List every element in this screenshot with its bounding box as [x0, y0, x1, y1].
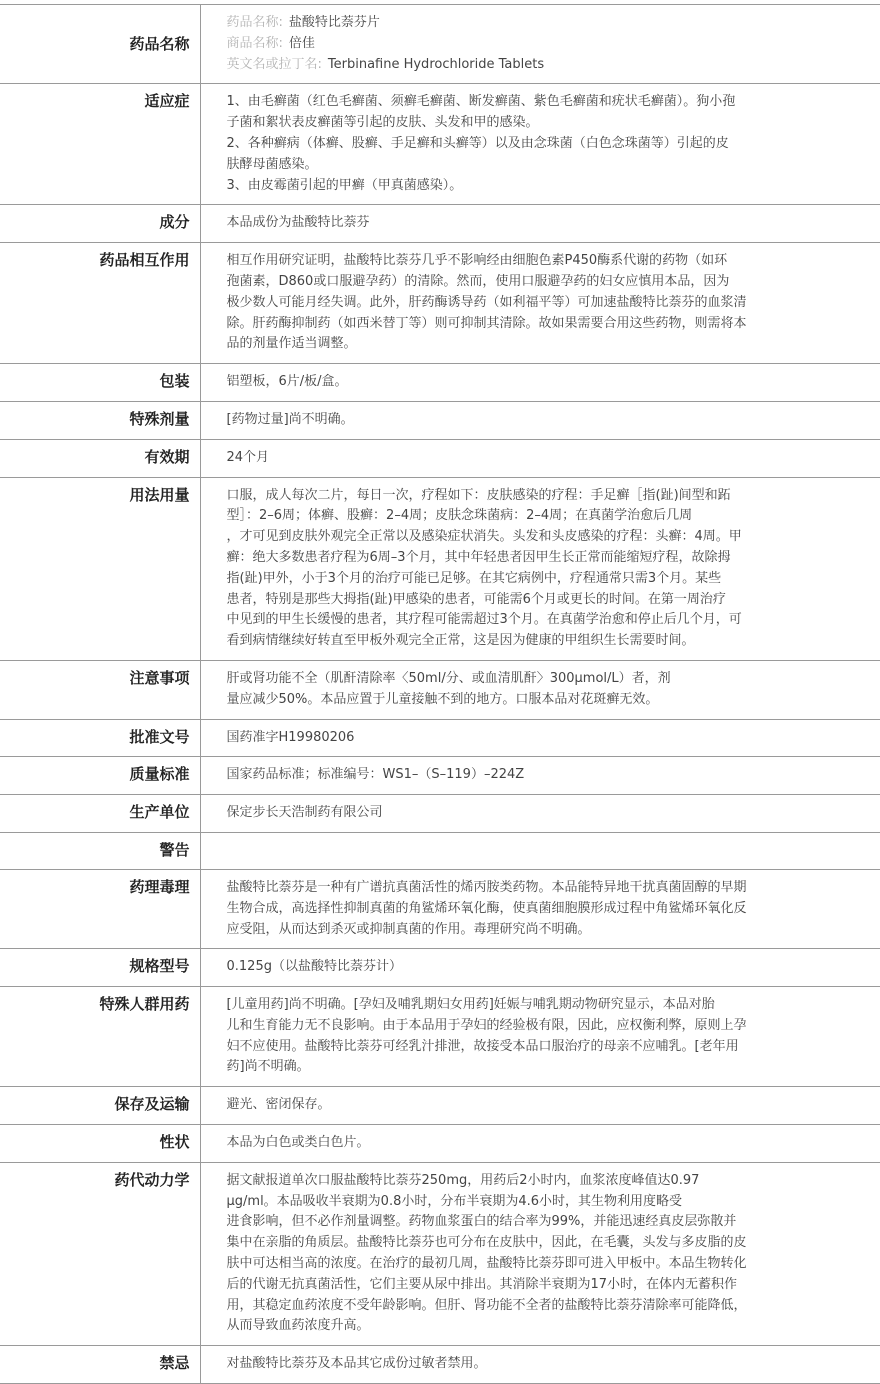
field-value: [200, 1087, 880, 1125]
value-line: 国药准字H19980206: [226, 729, 355, 745]
field-value: [200, 1346, 880, 1384]
value-line: 中见到的甲生长缓慢的患者，其疗程可能需超过3个月。在真菌学治愈和停止后几个月，可: [226, 612, 742, 628]
field-value: [200, 949, 880, 987]
field-value: [200, 869, 880, 948]
value-line: 药]尚不明确。: [226, 1059, 310, 1075]
value-line: 极少数人可能月经失调。此外，肝药酶诱导药（如利福平等）可加速盐酸特比萘芬的血浆清: [226, 294, 747, 310]
value-line: 避光、密闭保存。: [226, 1097, 331, 1113]
trade-name-line: [227, 34, 797, 55]
field-value: [200, 757, 880, 795]
value-line: 除。肝药酶抑制药（如西米替丁等）则可抑制其清除。故如果需要合用这些药物，则需将本: [226, 315, 747, 331]
value-line: 儿和生育能力无不良影响。由于本品用于孕妇的经验极有限，因此，应权衡利弊，原则上孕: [226, 1017, 747, 1033]
value-line: 看到病情继续好转直至甲板外观完全正常，这是因为健康的甲组织生长需要时间。: [226, 633, 695, 649]
field-label: 特殊人群用药: [0, 987, 200, 1087]
field-row: [0, 205, 880, 243]
value-line: 本品成份为盐酸特比萘芬: [226, 215, 370, 231]
field-row: [0, 719, 880, 757]
field-value: [200, 795, 880, 833]
value-line: 国家药品标准；标准编号：WS1–（S–119）–224Z: [226, 767, 525, 783]
field-value: [200, 84, 880, 205]
value-line: [儿童用药]尚不明确。[孕妇及哺乳期妇女用药]妊娠与哺乳期动物研究显示，本品对胎: [226, 997, 715, 1013]
field-row: [0, 1162, 880, 1345]
value-line: 生物合成，高选择性抑制真菌的角鲨烯环氧化酶，使真菌细胞膜形成过程中角鲨烯环氧化反: [226, 900, 747, 916]
drug-info-table: [0, 4, 880, 1384]
field-label: 成分: [0, 205, 200, 243]
value-line: 据文献报道单次口服盐酸特比萘芬250mg，用药后2小时内，血浆浓度峰值达0.97: [226, 1172, 700, 1188]
value-line: 集中在亲脂的角质层。盐酸特比萘芬也可分布在皮肤中，因此，在毛囊，头发与多皮脂的皮: [226, 1235, 747, 1251]
value-line: 铝塑板，6片/板/盒。: [226, 374, 348, 390]
value-line: 对盐酸特比萘芬及本品其它成份过敏者禁用。: [226, 1356, 487, 1372]
value-line: 相互作用研究证明，盐酸特比萘芬几乎不影响经由细胞色素P450酶系代谢的药物（如环: [226, 253, 728, 269]
field-value: [200, 477, 880, 660]
field-row: [0, 364, 880, 402]
field-row: [0, 401, 880, 439]
field-label: 质量标准: [0, 757, 200, 795]
field-label: 包装: [0, 364, 200, 402]
field-label: 药代动力学: [0, 1162, 200, 1345]
value-line: 妇不应使用。盐酸特比萘芬可经乳汁排泄，故接受本品口服治疗的母亲不应哺乳。[老年用: [226, 1038, 739, 1054]
field-value: [200, 205, 880, 243]
drug-info-sheet: [0, 4, 880, 1384]
value-line: 子菌和絮状表皮癣菌等引起的皮肤、头发和甲的感染。: [226, 115, 539, 131]
english-name-line: [227, 55, 797, 76]
value-drug-name: [200, 5, 880, 84]
field-row: [0, 1125, 880, 1163]
field-row: [0, 84, 880, 205]
english-name-key: 英文名或拉丁名:: [226, 56, 322, 72]
value-line: 肤中可达相当高的浓度。在治疗的最初几周，盐酸特比萘芬即可进入甲板中。本品生物转化: [226, 1256, 747, 1272]
generic-name-key: 药品名称:: [226, 15, 283, 30]
field-row: [0, 243, 880, 364]
value-line: 进食影响，但不必作剂量调整。药物血浆蛋白的结合率为99%，并能迅速经真皮层弥散并: [226, 1214, 737, 1230]
field-value: [200, 439, 880, 477]
field-label: 保存及运输: [0, 1087, 200, 1125]
value-line: 孢菌素，D860或口服避孕药）的清除。然而，使用口服避孕药的妇女应慎用本品，因为: [226, 273, 730, 289]
value-line: 2、各种癣病（体癣、股癣、手足癣和头癣等）以及由念珠菌（白色念珠菌等）引起的皮: [226, 135, 729, 151]
field-label: 禁忌: [0, 1346, 200, 1384]
field-value: [200, 832, 880, 869]
value-line: 3、由皮霉菌引起的甲癣（甲真菌感染）。: [226, 177, 463, 193]
generic-name-value: 盐酸特比萘芬片: [288, 15, 380, 30]
value-line: 0.125g（以盐酸特比萘芬计）: [226, 959, 402, 975]
trade-name-value: 倍佳: [288, 35, 315, 51]
value-line: 1、由毛癣菌（红色毛癣菌、须癣毛癣菌、断发癣菌、紫色毛癣菌和疣状毛癣菌）。狗小孢: [226, 94, 736, 110]
field-label: 特殊剂量: [0, 401, 200, 439]
field-row: [0, 660, 880, 719]
field-label: 药品相互作用: [0, 243, 200, 364]
field-row: [0, 869, 880, 948]
value-line: 从而导致血药浓度升高。: [226, 1318, 370, 1334]
field-label: 性状: [0, 1125, 200, 1163]
value-line: ，才可见到皮肤外观完全正常以及感染症状消失。头发和头皮感染的疗程：头癣：4周。甲: [226, 529, 742, 545]
value-line: 肤酵母菌感染。: [226, 156, 318, 172]
field-row: [0, 477, 880, 660]
field-row: [0, 987, 880, 1087]
value-line: 后的代谢无抗真菌活性，它们主要从尿中排出。其消除半衰期为17小时，在体内无蓄积作: [226, 1276, 738, 1292]
value-line: 肝或肾功能不全（肌酐清除率〈50ml/分、或血清肌酐〉300μmol/L）者，剂: [226, 670, 671, 686]
field-row: [0, 1087, 880, 1125]
empty-value: [227, 841, 797, 861]
field-label: 用法用量: [0, 477, 200, 660]
field-value: [200, 987, 880, 1087]
value-line: 量应减少50%。本品应置于儿童接触不到的地方。口服本品对花斑癣无效。: [226, 691, 659, 707]
generic-name-line: [227, 13, 797, 34]
field-label: 生产单位: [0, 795, 200, 833]
value-line: μg/ml。本品吸收半衰期为0.8小时，分布半衰期为4.6小时，其生物利用度略受: [226, 1193, 683, 1209]
field-label: 有效期: [0, 439, 200, 477]
trade-name-key: 商品名称:: [226, 35, 283, 51]
field-label: 适应症: [0, 84, 200, 205]
value-line: 患者，特别是那些大拇指(趾)甲感染的患者，可能需6个月或更长的时间。在第一周治疗: [226, 591, 726, 607]
field-row: [0, 795, 880, 833]
field-row: [0, 949, 880, 987]
label-drug-name: 药品名称: [0, 5, 200, 84]
field-value: [200, 1162, 880, 1345]
field-value: [200, 401, 880, 439]
value-line: 口服，成人每次二片，每日一次，疗程如下：皮肤感染的疗程：手足癣［指(趾)间型和跖: [226, 487, 731, 503]
field-label: 规格型号: [0, 949, 200, 987]
field-value: [200, 719, 880, 757]
value-line: 品的剂量作适当调整。: [226, 336, 357, 352]
field-label: 注意事项: [0, 660, 200, 719]
value-line: 型］：2–6周；体癣、股癣：2–4周；皮肤念珠菌病：2–4周；在真菌学治愈后几周: [226, 508, 693, 524]
field-label: 警告: [0, 832, 200, 869]
value-line: 24个月: [226, 449, 270, 465]
row-drug-name: [0, 5, 880, 84]
english-name-value: Terbinafine Hydrochloride Tablets: [327, 56, 545, 72]
field-row: [0, 832, 880, 869]
value-line: 癣：绝大多数患者疗程为6周–3个月，其中年轻患者因甲生长正常而能缩短疗程，故除拇: [226, 549, 731, 565]
value-line: 本品为白色或类白色片。: [226, 1135, 370, 1151]
field-row: [0, 439, 880, 477]
field-value: [200, 243, 880, 364]
field-value: [200, 364, 880, 402]
field-label: 批准文号: [0, 719, 200, 757]
value-line: 盐酸特比萘芬是一种有广谱抗真菌活性的烯丙胺类药物。本品能特异地干扰真菌固醇的早期: [226, 879, 747, 895]
value-line: [药物过量]尚不明确。: [226, 411, 354, 427]
value-line: 指(趾)甲外，小于3个月的治疗可能已足够。在其它病例中，疗程通常只需3个月。某些: [226, 570, 722, 586]
value-line: 用，其稳定血药浓度不受年龄影响。但肝、肾功能不全者的盐酸特比萘芬清除率可能降低，: [226, 1297, 747, 1313]
value-line: 保定步长天浩制药有限公司: [226, 805, 383, 821]
value-line: 应受阻，从而达到杀灭或抑制真菌的作用。毒理研究尚不明确。: [226, 921, 591, 937]
field-row: [0, 1346, 880, 1384]
field-value: [200, 1125, 880, 1163]
field-label: 药理毒理: [0, 869, 200, 948]
field-row: [0, 757, 880, 795]
field-value: [200, 660, 880, 719]
